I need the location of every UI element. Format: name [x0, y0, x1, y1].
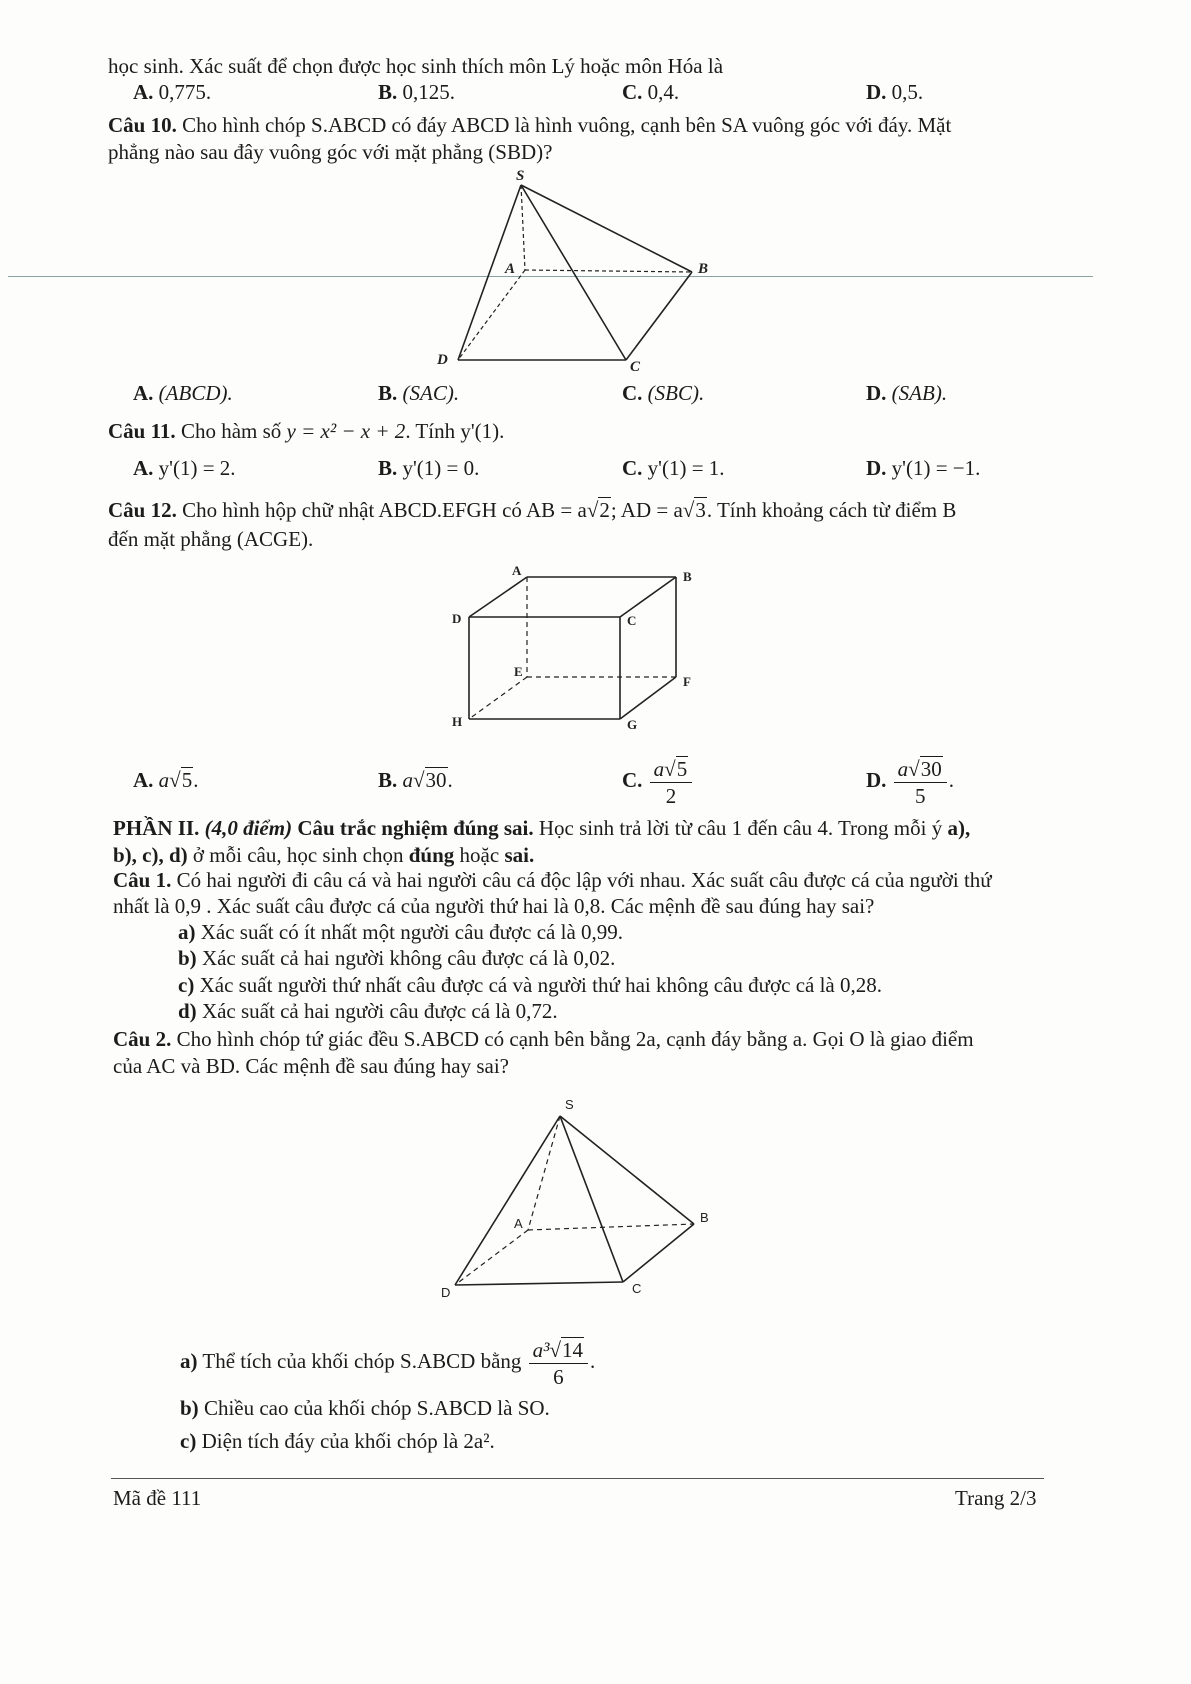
- q12-label-c: C: [627, 613, 637, 628]
- q12-label-a: A: [512, 563, 522, 578]
- part2-header-line2: b), c), d) ở mỗi câu, học sinh chọn đúng hoặc sai.: [113, 843, 535, 867]
- p2q2-line1: Câu 2. Cho hình chóp tứ giác đều S.ABCD có cạnh bên bằng 2a, cạnh đáy bằng a. Gọi O là giao điểm: [113, 1027, 974, 1051]
- q10-option-b: B. (SAC).: [378, 381, 460, 405]
- q10-option-d: D. (SAB).: [866, 381, 948, 405]
- q12-line1: Câu 12. Cho hình hộp chữ nhật ABCD.EFGH có AB = a√2; AD = a√3. Tính khoảng cách từ điểm B: [108, 498, 957, 522]
- p2q2-item-c: c) Diện tích đáy của khối chóp là 2a².: [180, 1429, 495, 1453]
- q10-label-b: B: [698, 261, 709, 277]
- q9-option-b: B. 0,125.: [378, 80, 456, 104]
- footer-page-number: Trang 2/3: [955, 1486, 1037, 1510]
- p2q2-label-d: D: [441, 1285, 451, 1300]
- q12-label-d: D: [452, 611, 462, 626]
- q12-label-g: G: [627, 717, 638, 732]
- q9-option-c: C. 0,4.: [622, 80, 680, 104]
- q11-option-d: D. y'(1) = −1.: [866, 456, 981, 480]
- q12-label-f: F: [683, 674, 691, 689]
- q12-label-e: E: [514, 664, 523, 679]
- p2q2-label-a: A: [514, 1216, 523, 1231]
- q12-label-h: H: [452, 714, 463, 729]
- q9-option-a: A. 0,775.: [133, 80, 212, 104]
- q12-label-b: B: [683, 569, 692, 584]
- q10-label-c: C: [630, 359, 641, 375]
- p2q1-item-c: c) Xác suất người thứ nhất câu được cá và người thứ hai không câu được cá là 0,28.: [178, 973, 883, 997]
- q12-option-b: B. a√30.: [378, 768, 453, 792]
- p2q2-label-b: B: [700, 1210, 709, 1225]
- p2q2-item-b: b) Chiều cao của khối chóp S.ABCD là SO.: [180, 1396, 550, 1420]
- q10-option-a: A. (ABCD).: [133, 381, 233, 405]
- part2-header-line1: PHẦN II. (4,0 điểm) Câu trắc nghiệm đúng sai. Học sinh trả lời từ câu 1 đến câu 4. Trong mỗi ý a),: [113, 816, 971, 840]
- q11-option-b: B. y'(1) = 0.: [378, 456, 480, 480]
- footer-exam-code: Mã đề 111: [113, 1486, 202, 1510]
- p2q2-label-c: C: [632, 1281, 642, 1296]
- q10-label-a: A: [505, 261, 516, 277]
- q10-label-d: D: [437, 352, 448, 368]
- p2q1-line1: Câu 1. Có hai người đi câu cá và hai người câu cá độc lập với nhau. Xác suất câu được cá của người thứ: [113, 868, 992, 892]
- q10-option-c: C. (SBC).: [622, 381, 705, 405]
- q10-label-s: S: [516, 168, 525, 184]
- q12-option-c: C. $\frac{a√5}{2}$: [622, 752, 694, 809]
- q12-line2: đến mặt phẳng (ACGE).: [108, 527, 314, 551]
- q12-option-d: D. $\frac{a√30}{5}$ .: [866, 756, 954, 808]
- q10-line1: Câu 10. Cho hình chóp S.ABCD có đáy ABCD là hình vuông, cạnh bên SA vuông góc với đáy. Mặt: [108, 113, 952, 137]
- q9-option-d: D. 0,5.: [866, 80, 924, 104]
- q12-option-a: A. a√5.: [133, 768, 199, 792]
- p2q1-line2: nhất là 0,9 . Xác suất câu được cá của người thứ hai là 0,8. Các mệnh đề sau đúng hay sai?: [113, 894, 875, 918]
- p2q2-line2: của AC và BD. Các mệnh đề sau đúng hay sai?: [113, 1054, 509, 1078]
- p2q1-item-a: a) Xác suất có ít nhất một người câu được cá là 0,99.: [178, 920, 624, 944]
- q10-line2: phẳng nào sau đây vuông góc với mặt phẳng (SBD)?: [108, 140, 553, 164]
- q11-option-c: C. y'(1) = 1.: [622, 456, 725, 480]
- footer-rule: [111, 1478, 1044, 1479]
- p2q2-item-a: a) Thể tích của khối chóp S.ABCD bằng $\frac{\text{a³√14}}{6}$ .: [180, 1337, 596, 1389]
- p2q2-label-s: S: [565, 1097, 574, 1112]
- q11-stem: Câu 11. Cho hàm số y = x² − x + 2. Tính y'(1).: [108, 419, 505, 443]
- q11-option-a: A. y'(1) = 2.: [133, 456, 236, 480]
- p2q1-item-d: d) Xác suất cả hai người câu được cá là 0,72.: [178, 999, 558, 1023]
- q9-stem: học sinh. Xác suất để chọn được học sinh thích môn Lý hoặc môn Hóa là: [108, 54, 724, 78]
- p2q1-item-b: b) Xác suất cả hai người không câu được cá là 0,02.: [178, 946, 616, 970]
